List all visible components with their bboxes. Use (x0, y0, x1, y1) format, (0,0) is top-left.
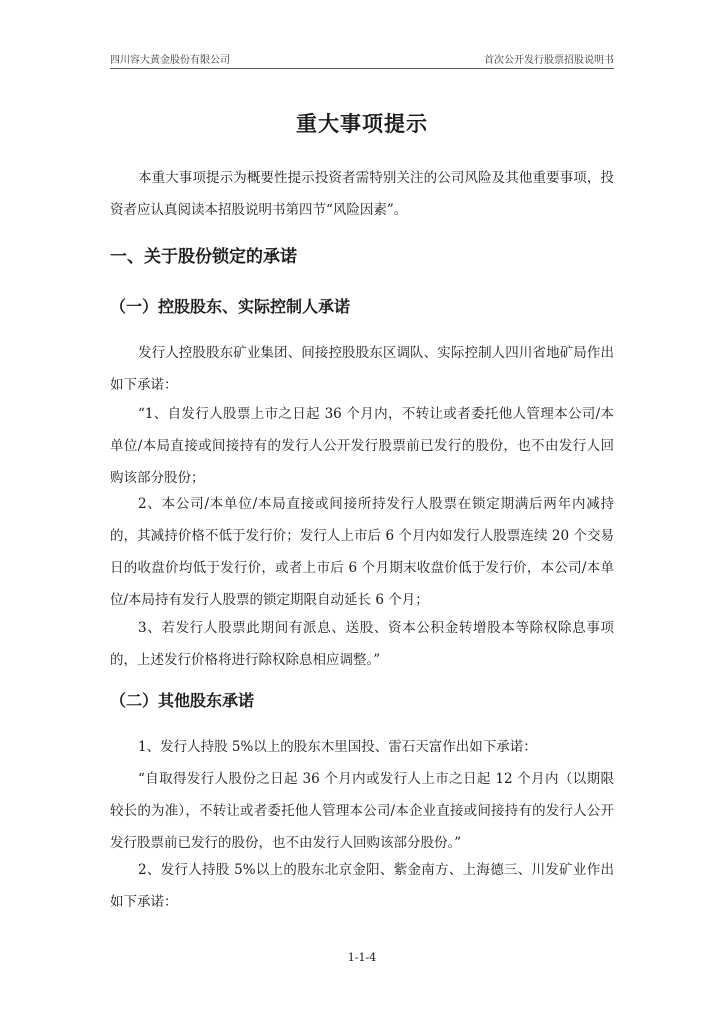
paragraph-controlling-intro: 发行人控股股东矿业集团、间接控股股东区调队、实际控制人四川省地矿局作出如下承诺： (110, 345, 614, 393)
paragraph-other-commitment: “自取得发行人股份之日起 36 个月内或发行人上市之日起 12 个月内（以期限较长的为准），不转让或者委托他人管理本公司/本企业直接或间接持有的发行人公开发行股票前已发行的股份，也不由发行人回购该部分股份。” (110, 771, 614, 851)
page-header (110, 50, 614, 69)
paragraph-commitment-3: 3、若发行人股票此期间有派息、送股、资本公积金转增股本等除权除息事项的，上述发行价格将进行除权除息相应调整。” (110, 620, 614, 668)
paragraph-commitment-1: “1、自发行人股票上市之日起 36 个月内，不转让或者委托他人管理本公司/本单位/本局直接或间接持有的发行人公开发行股票前已发行的股份，也不由发行人回购该部分股份； (110, 406, 614, 486)
header-company-name: 四川容大黄金股份有限公司 (110, 55, 230, 66)
subsection-heading-controlling-shareholder: （一）控股股东、实际控制人承诺 (110, 297, 351, 316)
paragraph-other-2: 2、发行人持股 5%以上的股东北京金阳、紫金南方、上海德三、川发矿业作出如下承诺： (110, 862, 614, 910)
intro-paragraph: 本重大事项提示为概要性提示投资者需特别关注的公司风险及其他重要事项，投资者应认真阅读本招股说明书第四节“风险因素”。 (110, 170, 614, 218)
section-heading-share-lockup: 一、关于股份锁定的承诺 (110, 247, 297, 267)
paragraph-other-1: 1、发行人持股 5%以上的股东木里国投、雷石天富作出如下承诺： (138, 739, 537, 755)
page-number: 1-1-4 (347, 951, 377, 964)
header-document-name: 首次公开发行股票招股说明书 (484, 55, 614, 66)
page-title: 重大事项提示 (296, 112, 428, 136)
paragraph-commitment-2: 2、本公司/本单位/本局直接或间接所持发行人股票在锁定期满后两年内减持的，其减持价格不低于发行价；发行人上市后 6 个月内如发行人股票连续 20 个交易日的收盘价均低于发行价，或者上市后 6 个月期末收盘价低于发行价，本公司/本单位/本局持有发行人股票的锁定期限自动延长 6 个月； (110, 496, 614, 608)
subsection-heading-other-shareholders: （二）其他股东承诺 (110, 691, 255, 710)
